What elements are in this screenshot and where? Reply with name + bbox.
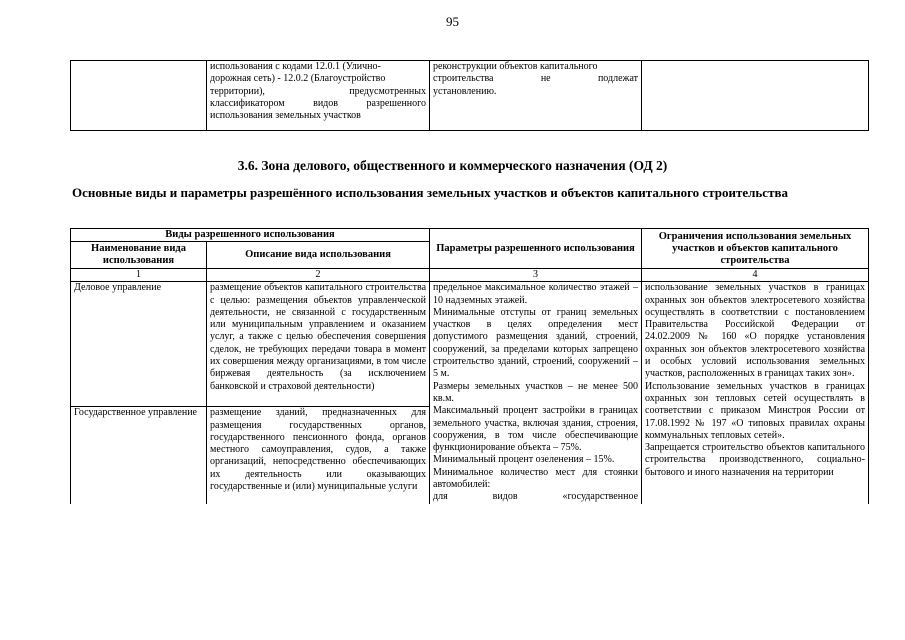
params-paragraph: Минимальное количество мест для стоянки автомобилей:: [433, 466, 639, 491]
row-desc: размещение объектов капитального строительства с целью: размещения объектов управленческой деятельности, не связанной с государственным или муниципальным управлением и оказанием услуг, а также с целью обеспечения совершения сделок, не требующих передачи товара в момент их совершения между организациями, в том числе биржевая деятельность (за исключением банковской и страховой деятельности): [207, 282, 430, 407]
continuation-table: [70, 60, 869, 131]
section-subtitle: Основные виды и параметры разрешённого использования земельных участков и объектов капитального строительства: [72, 185, 788, 200]
page-number: 95: [446, 14, 459, 29]
header-desc: Описание вида использования: [207, 242, 430, 269]
params-cell: [430, 282, 642, 504]
column-number: 4: [642, 269, 869, 282]
continuation-cell-name: [71, 61, 207, 131]
section-title: 3.6. Зона делового, общественного и коммерческого назначения (ОД 2): [237, 158, 668, 173]
row-name: Деловое управление: [71, 282, 207, 407]
column-number: 3: [430, 269, 642, 282]
continuation-desc-line: классификатором видов разрешенного: [210, 97, 426, 109]
params-paragraph: предельное максимальное количество этажей – 10 надземных этажей.: [433, 282, 639, 306]
continuation-cell-params: [430, 61, 642, 131]
continuation-desc-line: использования с кодами 12.0.1 (Улично-: [210, 61, 381, 72]
limits-paragraph: Использование земельных участков в границах охранных зон тепловых сетей осуществлять в соответствии с приказом Минстроя России от 17.08.1992 № 197 «О типовых правилах охраны коммунальных тепловых сетей».: [645, 380, 866, 441]
column-number: 2: [207, 269, 430, 282]
params-paragraph: для видов «государственное: [433, 491, 639, 503]
params-paragraph: Минимальный процент озеленения – 15%.: [433, 454, 615, 466]
params-paragraph: Минимальные отступы от границ земельных участков в целях определения мест допустимого размещения зданий, строений, сооружений, за пределами которых запрещено строительство зданий, строений, сооружений – 5 м.: [433, 306, 639, 380]
continuation-params-line: установлению.: [433, 85, 497, 97]
row-name: Государственное управление: [71, 407, 207, 504]
header-params: Параметры разрешенного использования: [430, 229, 642, 269]
continuation-desc-line: использования земельных участков: [210, 110, 361, 122]
column-number: 1: [71, 269, 207, 282]
continuation-params-line: строительства не подлежат: [433, 73, 638, 85]
limits-paragraph: использование земельных участков в границах охранных зон объектов электросетевого хозяйства осуществлять в соответствии с постановлением Правительства Российской Федерации от 24.02.2009 № 160 «О порядке установления охранных зон объектов электросетевого хозяйства и особых условий использования земельных участков, расположенных в границах таких зон».: [645, 282, 866, 380]
params-paragraph: Размеры земельных участков – не менее 500 кв.м.: [433, 380, 639, 404]
params-paragraph: Максимальный процент застройки в границах земельного участка, включая здания, строения, сооружения, в том числе обеспечивающие функционирование объекта – 75%.: [433, 405, 639, 454]
limits-cell: [642, 282, 869, 504]
continuation-desc-line: территории), предусмотренных: [210, 85, 426, 97]
row-desc: размещение зданий, предназначенных для размещения государственных органов, государственного пенсионного фонда, органов местного самоуправления, судов, а также организаций, непосредственно обеспечивающих их деятельность или оказывающих государственные и (или) муниципальные услуги: [207, 407, 430, 504]
continuation-cell-desc: [207, 61, 430, 131]
header-group-types: Виды разрешенного использования: [71, 229, 430, 242]
header-name: Наименование вида использования: [71, 242, 207, 269]
continuation-desc-line: дорожная сеть) - 12.0.2 (Благоустройство: [210, 73, 386, 85]
zone-table: [70, 228, 869, 504]
continuation-params-line: реконструкции объектов капитального: [433, 61, 598, 72]
continuation-cell-limits: [642, 61, 869, 131]
limits-paragraph: Запрещается строительство объектов капитального строительства производственного, социально-бытового и иного назначения на территории: [645, 442, 866, 478]
header-limits: Ограничения использования земельных участков и объектов капитального строительства: [642, 229, 869, 269]
